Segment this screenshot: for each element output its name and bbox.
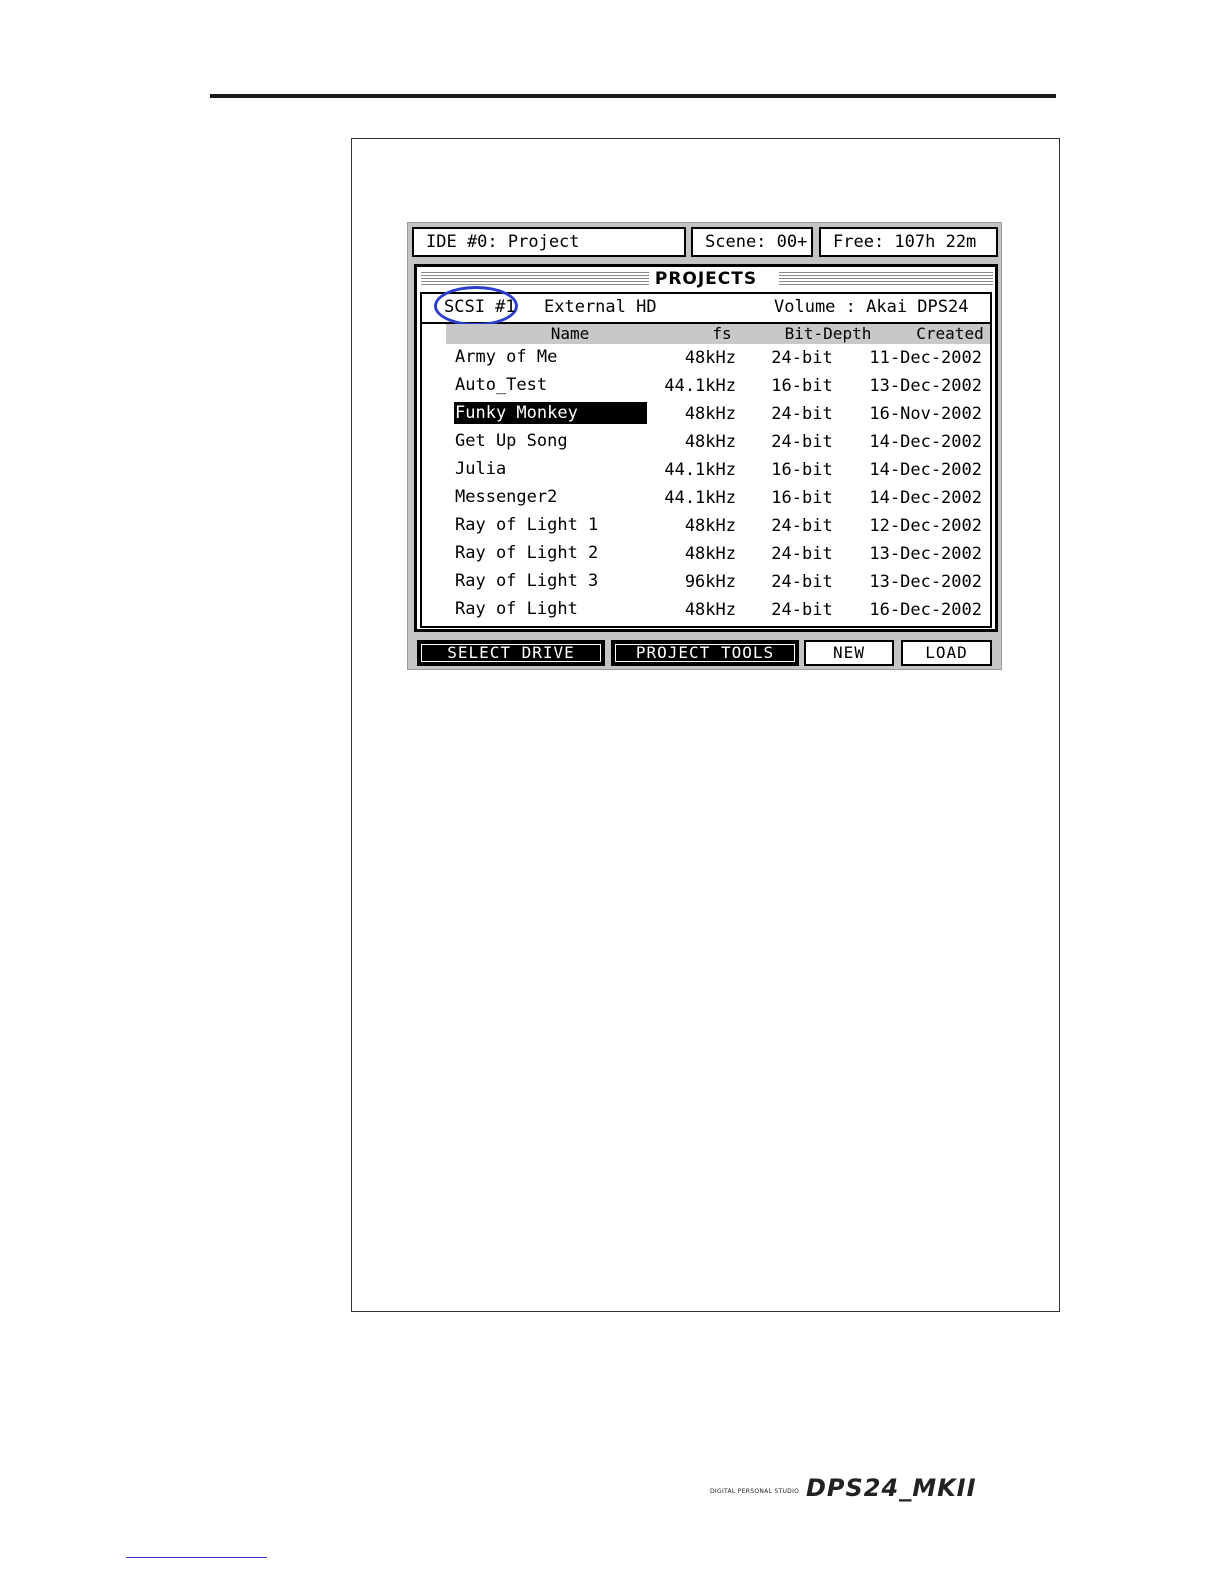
project-name: Auto_Test xyxy=(455,375,548,395)
project-row-selected[interactable] xyxy=(422,400,990,428)
brand-tagline: DIGITAL PERSONAL STUDIO xyxy=(710,1488,800,1495)
project-fs: 48kHz xyxy=(684,432,736,452)
project-fs: 48kHz xyxy=(684,404,736,424)
project-fs: 44.1kHz xyxy=(664,488,736,508)
project-created: 14-Dec-2002 xyxy=(869,432,982,452)
project-list xyxy=(422,344,990,624)
project-created: 11-Dec-2002 xyxy=(869,348,982,368)
project-row[interactable] xyxy=(422,568,990,596)
project-name: Ray of Light 1 xyxy=(455,515,599,535)
project-row[interactable] xyxy=(422,344,990,372)
project-name: Ray of Light 2 xyxy=(455,543,599,563)
project-created: 13-Dec-2002 xyxy=(869,376,982,396)
project-fs: 48kHz xyxy=(684,544,736,564)
project-created: 16-Nov-2002 xyxy=(869,404,982,424)
column-header-bit-depth: Bit-Depth xyxy=(784,324,872,343)
project-row[interactable] xyxy=(422,484,990,512)
select-drive-button[interactable]: SELECT DRIVE xyxy=(417,640,605,666)
brand-logo xyxy=(710,1474,977,1504)
project-fs: 48kHz xyxy=(684,600,736,620)
location-field: IDE #0: Project xyxy=(412,227,686,257)
column-header-created: Created xyxy=(916,324,984,343)
project-bit-depth: 24-bit xyxy=(771,348,833,368)
project-list-box xyxy=(420,292,992,628)
project-bit-depth: 16-bit xyxy=(771,376,833,396)
project-bit-depth: 16-bit xyxy=(771,488,833,508)
project-name: Julia xyxy=(455,459,507,479)
column-header-name: Name xyxy=(550,324,590,343)
panel-title: PROJECTS xyxy=(649,269,763,289)
project-fs: 44.1kHz xyxy=(664,460,736,480)
load-button[interactable]: LOAD xyxy=(901,640,992,666)
column-header-row xyxy=(446,324,990,344)
project-name: Ray of Light xyxy=(455,599,578,619)
footer-rule xyxy=(126,1557,267,1558)
project-row[interactable] xyxy=(422,512,990,540)
project-name: Funky Monkey xyxy=(454,402,647,424)
panel-title-bar xyxy=(417,267,995,291)
project-fs: 96kHz xyxy=(684,572,736,592)
project-bit-depth: 24-bit xyxy=(771,572,833,592)
project-row[interactable] xyxy=(422,456,990,484)
softkey-bar xyxy=(417,640,997,666)
volume-label: Volume : Akai DPS24 xyxy=(774,297,969,317)
brand-model: DPS24_MKII xyxy=(806,1474,977,1502)
project-bit-depth: 24-bit xyxy=(771,432,833,452)
drive-id[interactable]: SCSI #1 xyxy=(444,297,516,317)
project-tools-button[interactable]: PROJECT TOOLS xyxy=(611,640,799,666)
project-row[interactable] xyxy=(422,372,990,400)
drive-type: External HD xyxy=(544,297,657,317)
project-bit-depth: 24-bit xyxy=(771,600,833,620)
column-header-fs: fs xyxy=(712,324,732,343)
project-bit-depth: 24-bit xyxy=(771,544,833,564)
project-row[interactable] xyxy=(422,540,990,568)
scene-field[interactable]: Scene: 00+ xyxy=(691,227,813,257)
project-created: 14-Dec-2002 xyxy=(869,488,982,508)
project-name: Army of Me xyxy=(455,347,558,367)
page-top-rule xyxy=(210,94,1056,98)
project-name: Messenger2 xyxy=(455,487,558,507)
free-space-field: Free: 107h 22m xyxy=(819,227,998,257)
project-row[interactable] xyxy=(422,428,990,456)
project-bit-depth: 24-bit xyxy=(771,404,833,424)
project-row[interactable] xyxy=(422,596,990,624)
lcd-screen xyxy=(407,222,1002,670)
projects-panel xyxy=(414,264,998,632)
project-created: 13-Dec-2002 xyxy=(869,572,982,592)
project-bit-depth: 16-bit xyxy=(771,460,833,480)
project-created: 12-Dec-2002 xyxy=(869,516,982,536)
drive-info-row xyxy=(422,294,990,324)
project-fs: 48kHz xyxy=(684,348,736,368)
project-created: 13-Dec-2002 xyxy=(869,544,982,564)
project-fs: 44.1kHz xyxy=(664,376,736,396)
project-name: Get Up Song xyxy=(455,431,568,451)
project-fs: 48kHz xyxy=(684,516,736,536)
project-created: 14-Dec-2002 xyxy=(869,460,982,480)
project-created: 16-Dec-2002 xyxy=(869,600,982,620)
project-name: Ray of Light 3 xyxy=(455,571,599,591)
project-bit-depth: 24-bit xyxy=(771,516,833,536)
new-button[interactable]: NEW xyxy=(804,640,894,666)
